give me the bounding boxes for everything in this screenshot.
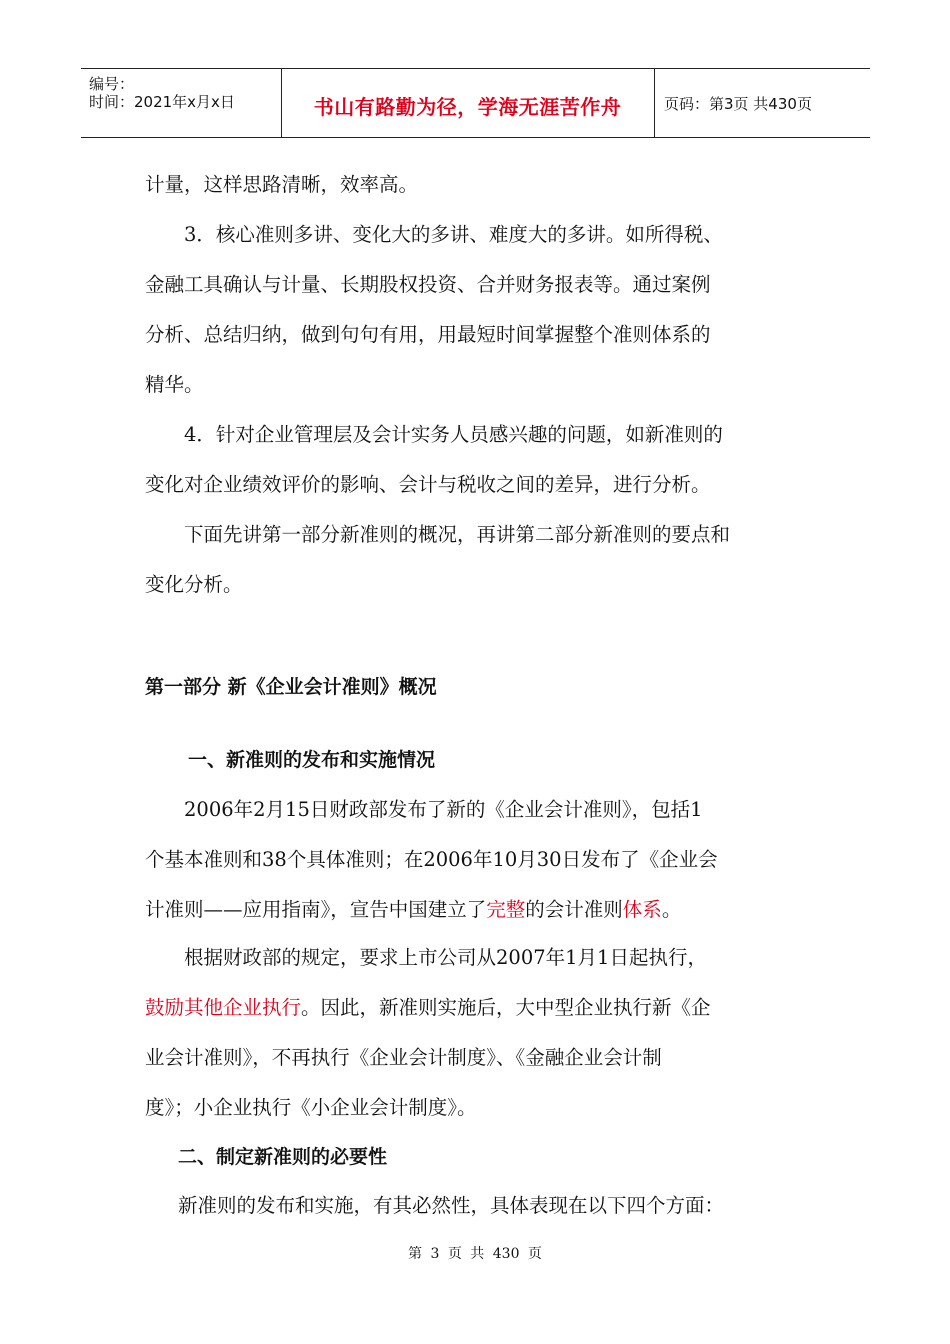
- header-page-cell: [654, 69, 870, 137]
- section-heading: 一、新准则的发布和实施情况: [188, 749, 436, 771]
- text-line: 根据财政部的规定，要求上市公司从2007年1月1日起执行，: [184, 946, 707, 969]
- text-run: 的会计准则: [525, 898, 623, 921]
- text-line: [145, 885, 810, 935]
- part-heading: 第一部分 新《企业会计准则》概况: [145, 676, 437, 698]
- paragraph: [145, 510, 810, 610]
- header-meta-cell: [81, 69, 282, 137]
- text-line: 新准则的发布和实施，有其必然性，具体表现在以下四个方面：: [178, 1194, 725, 1217]
- text-line: 计量，这样思路清晰，效率高。: [145, 173, 419, 196]
- text-line: 度》；小企业执行《小企业会计制度》。: [145, 1096, 477, 1119]
- paragraph: [145, 1181, 810, 1231]
- header-motto: 书山有路勤为径，学海无涯苦作舟: [313, 95, 622, 119]
- section-heading: 二、制定新准则的必要性: [178, 1146, 388, 1168]
- text-run: 。: [661, 898, 682, 921]
- paragraph: [145, 785, 810, 935]
- text-line: 变化对企业绩效评价的影响、会计与税收之间的差异，进行分析。: [145, 473, 711, 496]
- text-line: 4．针对企业管理层及会计实务人员感兴趣的问题，如新准则的: [184, 423, 723, 446]
- paragraph: [145, 410, 810, 510]
- text-line: 金融工具确认与计量、长期股权投资、合并财务报表等。通过案例: [145, 273, 711, 296]
- page-footer: 第 3 页 共 430 页: [408, 1246, 542, 1262]
- text-line: 下面先讲第一部分新准则的概况，再讲第二部分新准则的要点和: [184, 523, 731, 546]
- text-line: 3．核心准则多讲、变化大的多讲、难度大的多讲。如所得税、: [184, 223, 723, 246]
- text-run: 。因此，新准则实施后，大中型企业执行新《企: [301, 996, 711, 1019]
- highlighted-text: 完整: [486, 898, 526, 921]
- text-line: 变化分析。: [145, 573, 243, 596]
- text-run: 计准则——应用指南》，宣告中国建立了: [145, 898, 487, 921]
- text-line: [145, 983, 810, 1033]
- header-page-info: 页码：第3页 共430页: [664, 95, 812, 113]
- text-line: 个基本准则和38个具体准则；在2006年10月30日发布了《企业会: [145, 848, 718, 871]
- paragraph: [145, 210, 810, 410]
- text-line: 分析、总结归纳，做到句句有用，用最短时间掌握整个准则体系的: [145, 323, 711, 346]
- text-line: 2006年2月15日财政部发布了新的《企业会计准则》，包括1: [184, 798, 703, 821]
- paragraph: [145, 933, 810, 1133]
- paragraph: [145, 160, 810, 210]
- highlighted-text: 鼓励其他企业执行: [145, 996, 302, 1019]
- highlighted-text: 体系: [622, 898, 662, 921]
- text-line: 精华。: [145, 373, 204, 396]
- text-line: 业会计准则》，不再执行《企业会计制度》、《金融企业会计制: [145, 1046, 662, 1069]
- document-date-label: 时间：2021年x月x日: [89, 93, 235, 111]
- header-motto-cell: [281, 69, 655, 137]
- document-number-label: 编号：: [89, 75, 135, 93]
- page-header: [81, 68, 870, 138]
